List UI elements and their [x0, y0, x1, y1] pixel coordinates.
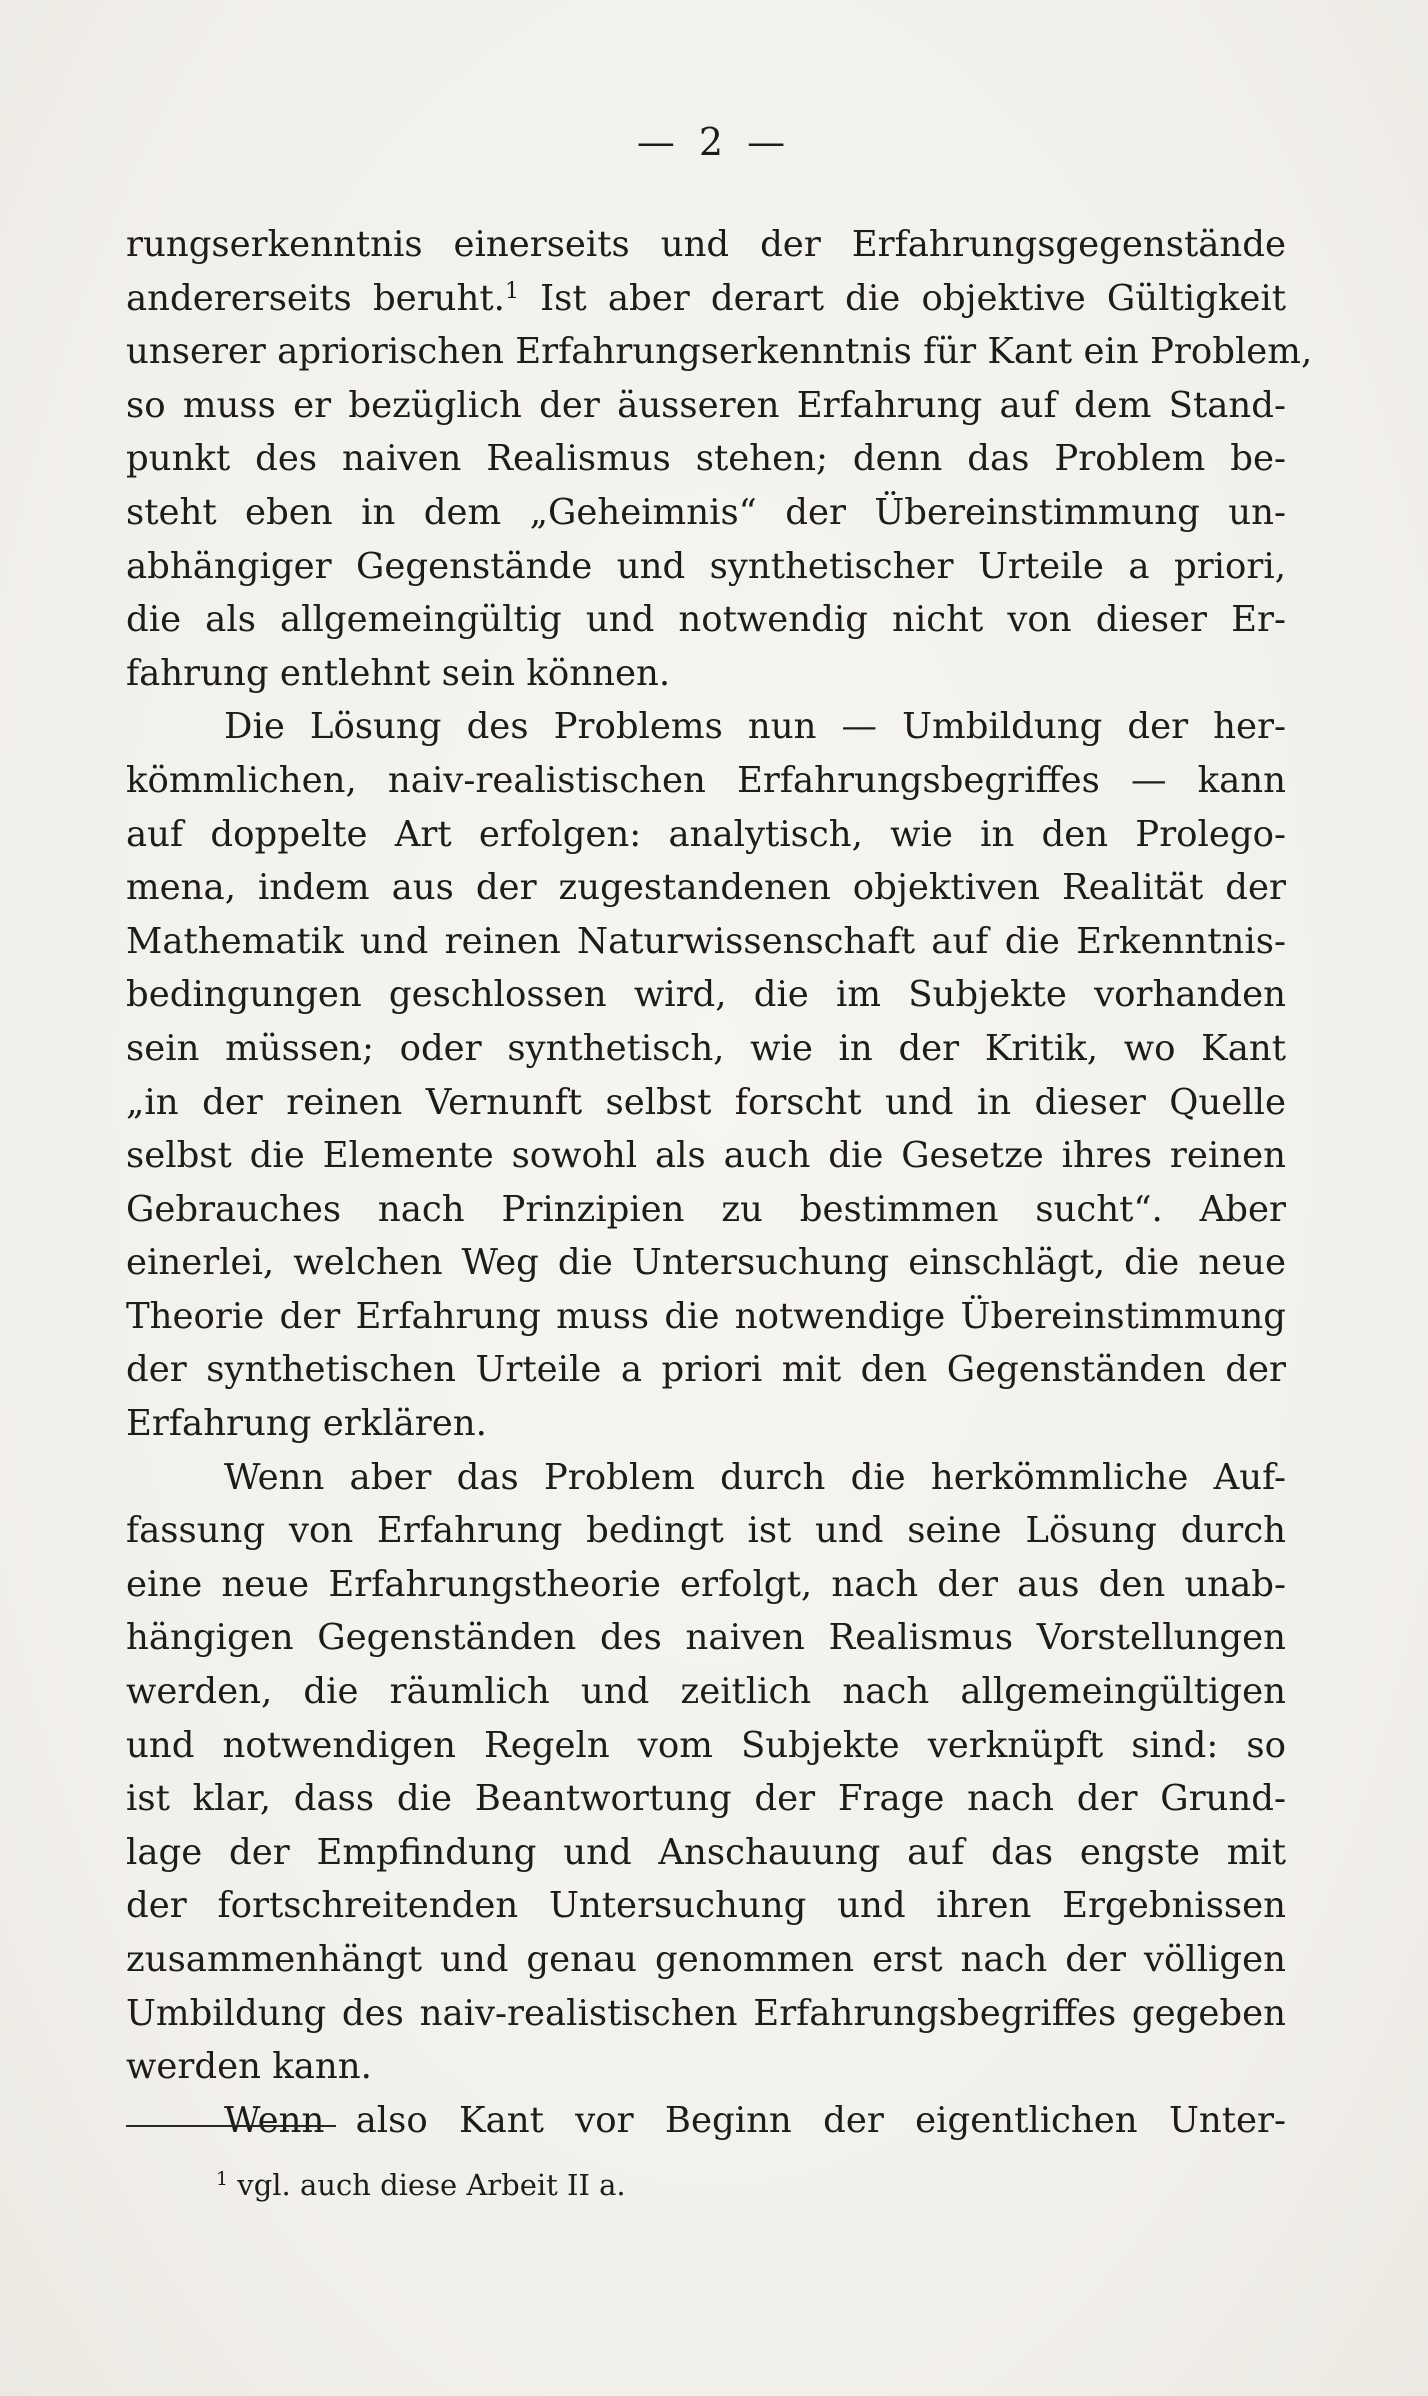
page-number: — 2 —	[636, 120, 792, 164]
text-line-content: lage der Empfindung und Anschauung auf das engste mit	[126, 1831, 1286, 1873]
footnote-text: vgl. auch diese Arbeit II a.	[228, 2168, 626, 2202]
footnote	[216, 2165, 626, 2205]
text-line	[126, 1879, 1286, 1933]
text-line	[126, 432, 1286, 486]
text-line	[126, 968, 1286, 1022]
text-line	[126, 593, 1286, 647]
text-line	[126, 647, 1286, 701]
text-line-content: abhängiger Gegenstände und synthetischer Urteile a priori,	[126, 545, 1286, 587]
text-line	[126, 379, 1286, 433]
text-line-content: Mathematik und reinen Naturwissenschaft auf die Erkenntnis-	[126, 920, 1286, 962]
text-line-content: und notwendigen Regeln vom Subjekte verknüpft sind: so	[126, 1724, 1286, 1766]
text-line-content: die als allgemeingültig und notwendig nicht von dieser Er-	[126, 599, 1286, 641]
text-line-content: hängigen Gegenständen des naiven Realismus Vorstellungen	[126, 1617, 1286, 1659]
text-line-content: der synthetischen Urteile a priori mit den Gegenständen der	[126, 1349, 1286, 1391]
text-line-content: kömmlichen, naiv-realistischen Erfahrungsbegriffes — kann	[126, 759, 1286, 801]
text-line-content: rungserkenntnis einerseits und der Erfahrungsgegenstände	[126, 224, 1286, 265]
text-line-content: mena, indem aus der zugestandenen objektiven Realität der	[126, 867, 1286, 909]
text-line-content: werden, die räumlich und zeitlich nach allgemeingültigen	[126, 1671, 1286, 1713]
text-line	[126, 272, 1286, 326]
text-line	[126, 861, 1286, 915]
footnote-marker: 1	[216, 2168, 229, 2190]
text-line-content: punkt des naiven Realismus stehen; denn das Problem be-	[126, 438, 1286, 480]
text-line-content: eine neue Erfahrungstheorie erfolgt, nach der aus den unab-	[126, 1563, 1286, 1605]
footnote-reference: 1	[504, 278, 519, 304]
text-line-content: so muss er bezüglich der äusseren Erfahrung auf dem Stand-	[126, 384, 1286, 426]
text-line	[126, 1719, 1286, 1773]
text-line-content: fahrung entlehnt sein können.	[126, 652, 671, 694]
text-line	[126, 1236, 1286, 1290]
text-line	[126, 1022, 1286, 1076]
body-text	[126, 218, 1313, 2147]
text-line-content: der fortschreitenden Untersuchung und ihren Ergebnissen	[126, 1885, 1286, 1927]
text-line	[126, 1611, 1286, 1665]
text-line	[126, 1183, 1286, 1237]
text-line-content: „in der reinen Vernunft selbst forscht und in dieser Quelle	[126, 1081, 1286, 1123]
text-line-content: werden kann.	[126, 2046, 372, 2088]
text-line	[126, 1343, 1286, 1397]
text-line	[126, 1129, 1286, 1183]
text-line-content: ist klar, dass die Beantwortung der Frage nach der Grund-	[126, 1778, 1286, 1820]
text-line	[126, 1451, 1286, 1505]
text-line	[126, 1504, 1286, 1558]
text-line-content: bedingungen geschlossen wird, die im Subjekte vorhanden	[126, 974, 1286, 1016]
text-line-content: sein müssen; oder synthetisch, wie in der Kritik, wo Kant	[126, 1027, 1286, 1069]
text-line	[126, 1397, 1286, 1451]
text-line-content: einerlei, welchen Weg die Untersuchung einschlägt, die neue	[126, 1242, 1286, 1284]
text-line	[126, 915, 1286, 969]
text-line-content: zusammenhängt und genau genommen erst nach der völligen	[126, 1939, 1286, 1980]
text-line	[126, 2040, 1286, 2094]
text-line-content: steht eben in dem „Geheimnis“ der Übereinstimmung un-	[126, 491, 1286, 533]
text-line-content: Umbildung des naiv-realistischen Erfahrungsbegriffes gegeben	[126, 1992, 1286, 2034]
text-line	[126, 218, 1286, 272]
text-line	[126, 754, 1286, 808]
text-line-content: auf doppelte Art erfolgen: analytisch, wie in den Prolego-	[126, 813, 1286, 855]
text-line-content: Gebrauches nach Prinzipien zu bestimmen sucht“. Aber	[126, 1188, 1286, 1230]
text-line-content: fassung von Erfahrung bedingt ist und seine Lösung durch	[126, 1510, 1286, 1552]
text-line	[126, 2094, 1286, 2148]
text-line	[126, 1665, 1286, 1719]
text-line	[126, 1987, 1286, 2041]
text-line	[126, 1290, 1286, 1344]
text-line-content: andererseits beruht.	[126, 277, 505, 319]
text-line-content: Die Lösung des Problems nun — Umbildung der her-	[224, 706, 1286, 748]
text-line-content: Theorie der Erfahrung muss die notwendige Übereinstimmung	[126, 1295, 1286, 1337]
text-line	[126, 325, 1313, 379]
text-line	[126, 808, 1286, 862]
text-line	[126, 1772, 1286, 1826]
text-line	[126, 1826, 1286, 1880]
text-line	[126, 486, 1286, 540]
text-line-content: Erfahrung erklären.	[126, 1403, 487, 1445]
text-line	[126, 1076, 1286, 1130]
footnote-divider	[126, 2125, 336, 2127]
text-line-content: selbst die Elemente sowohl als auch die Gesetze ihres reinen	[126, 1135, 1286, 1177]
text-line	[126, 540, 1286, 594]
text-line-continuation: Ist aber derart die objektive Gültigkeit	[518, 277, 1286, 319]
text-line	[126, 1933, 1286, 1987]
text-line-content: Wenn aber das Problem durch die herkömmliche Auf-	[224, 1456, 1286, 1498]
text-line-content: unserer apriorischen Erfahrungserkenntnis für Kant ein Problem,	[126, 331, 1313, 373]
text-line	[126, 700, 1286, 754]
text-line	[126, 1558, 1286, 1612]
text-line-content: Wenn also Kant vor Beginn der eigentlichen Unter-	[224, 2099, 1286, 2141]
